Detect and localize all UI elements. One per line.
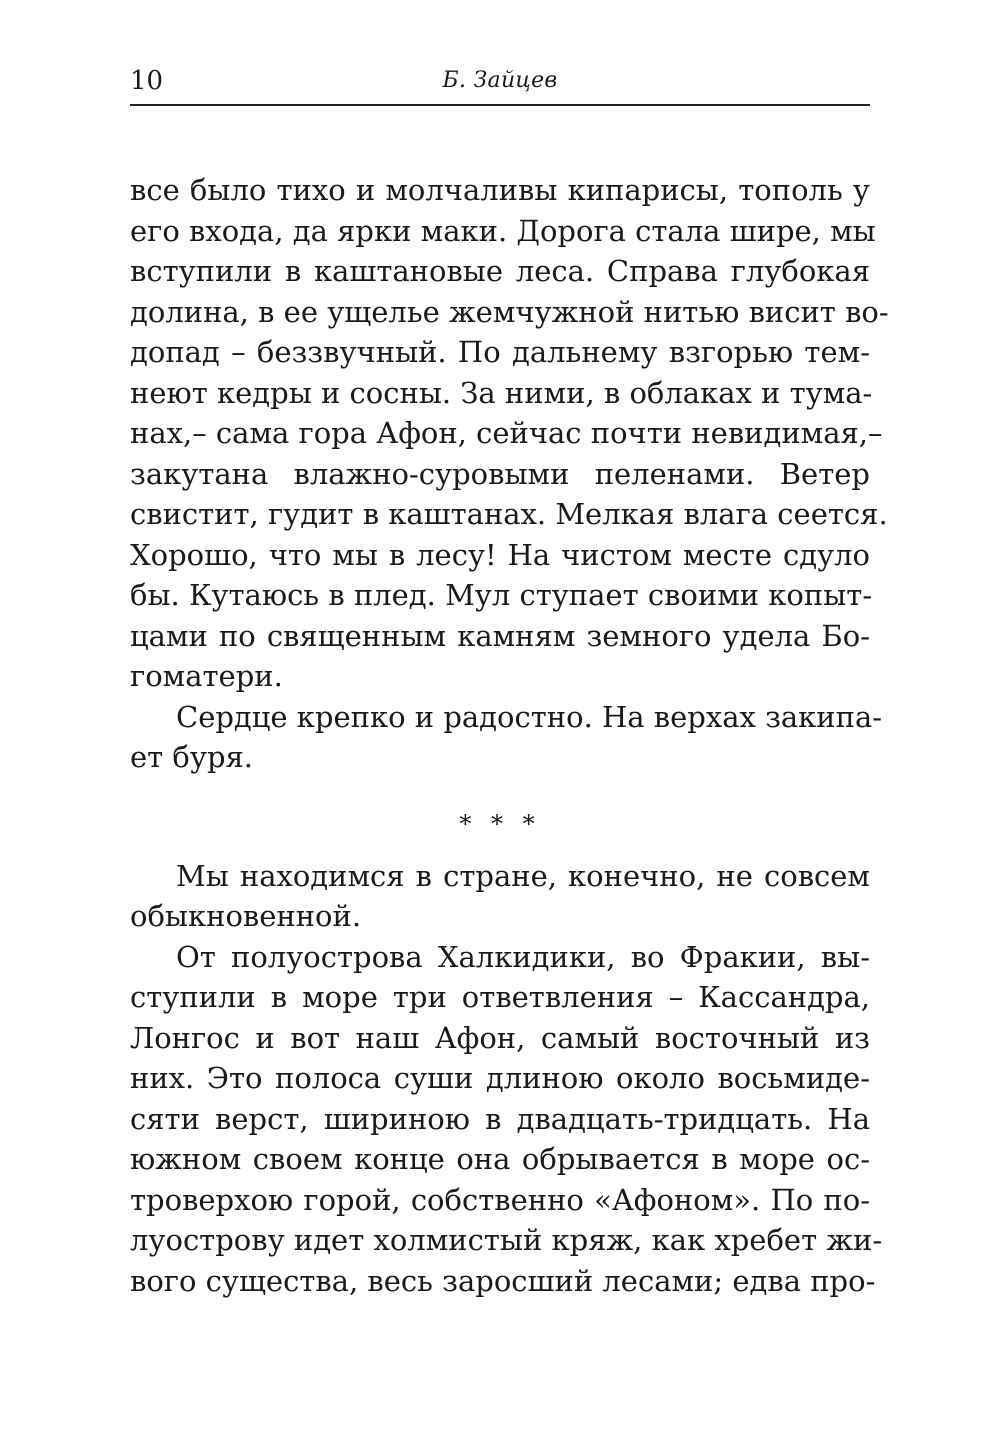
paragraph	[130, 937, 883, 1302]
text-line: луострову идет холмистый кряж, как хребет жи-	[130, 1223, 883, 1257]
text-line: допад – беззвучный. По дальнему взгорью тем-	[130, 335, 870, 369]
text-line: ет буря.	[130, 740, 254, 774]
text-line: вого существа, весь заросший лесами; едва про-	[130, 1263, 876, 1298]
text-line: ступили в море три ответвления – Кассандра,	[130, 980, 870, 1014]
text-line: вступили в каштановые леса. Справа глубокая	[130, 254, 870, 288]
text-line: троверхою горой, собственно «Афоном». По по-	[130, 1182, 870, 1217]
text-line: все было тихо и молчаливы кипарисы, тополь у	[130, 173, 870, 207]
text-line: гоматери.	[130, 659, 283, 693]
text-line: его входа, да ярки маки. Дорога стала шире, мы	[130, 213, 876, 248]
text-line: сяти верст, шириною в двадцать-тридцать. На	[130, 1101, 870, 1136]
text-line: закутана влажно-суровыми пеленами. Ветер	[130, 456, 870, 491]
section-break-asterisks: * * *	[459, 809, 541, 838]
text-line: нах,– сама гора Афон, сейчас почти невидимая,–	[130, 416, 883, 450]
page-number: 10	[130, 66, 164, 96]
paragraph	[130, 170, 889, 697]
text-line: обыкновенной.	[130, 899, 362, 933]
text-line: южном своем конце она обрывается в море ос-	[130, 1142, 870, 1176]
text-line: бы. Кутаюсь в плед. Мул ступает своими копыт-	[130, 578, 873, 612]
body-text	[130, 170, 889, 1301]
text-line: неют кедры и сосны. За ними, в облаках и тума-	[130, 375, 873, 410]
text-line: цами по священным камням земного удела Бо-	[130, 618, 870, 653]
text-line: Сердце крепко и радостно. На верхах закипа-	[176, 699, 883, 734]
text-line: Лонгос и вот наш Афон, самый восточный из	[130, 1020, 870, 1055]
paragraph	[130, 697, 883, 778]
running-head-author: Б. Зайцев	[442, 68, 558, 93]
text-line: долина, в ее ущелье жемчужной нитью висит во-	[130, 294, 889, 329]
book-page	[130, 62, 889, 1301]
text-line: Хорошо, что мы в лесу! На чистом месте сдуло	[130, 537, 870, 572]
paragraph	[130, 856, 870, 937]
text-line: них. Это полоса суши длиною около восьмиде-	[130, 1061, 870, 1095]
text-line: свистит, гудит в каштанах. Мелкая влага сеется.	[130, 497, 888, 531]
text-line: Мы находимся в стране, конечно, не совсем	[176, 858, 870, 893]
running-header	[130, 62, 870, 106]
text-line: От полуострова Халкидики, во Фракии, вы-	[176, 939, 870, 974]
